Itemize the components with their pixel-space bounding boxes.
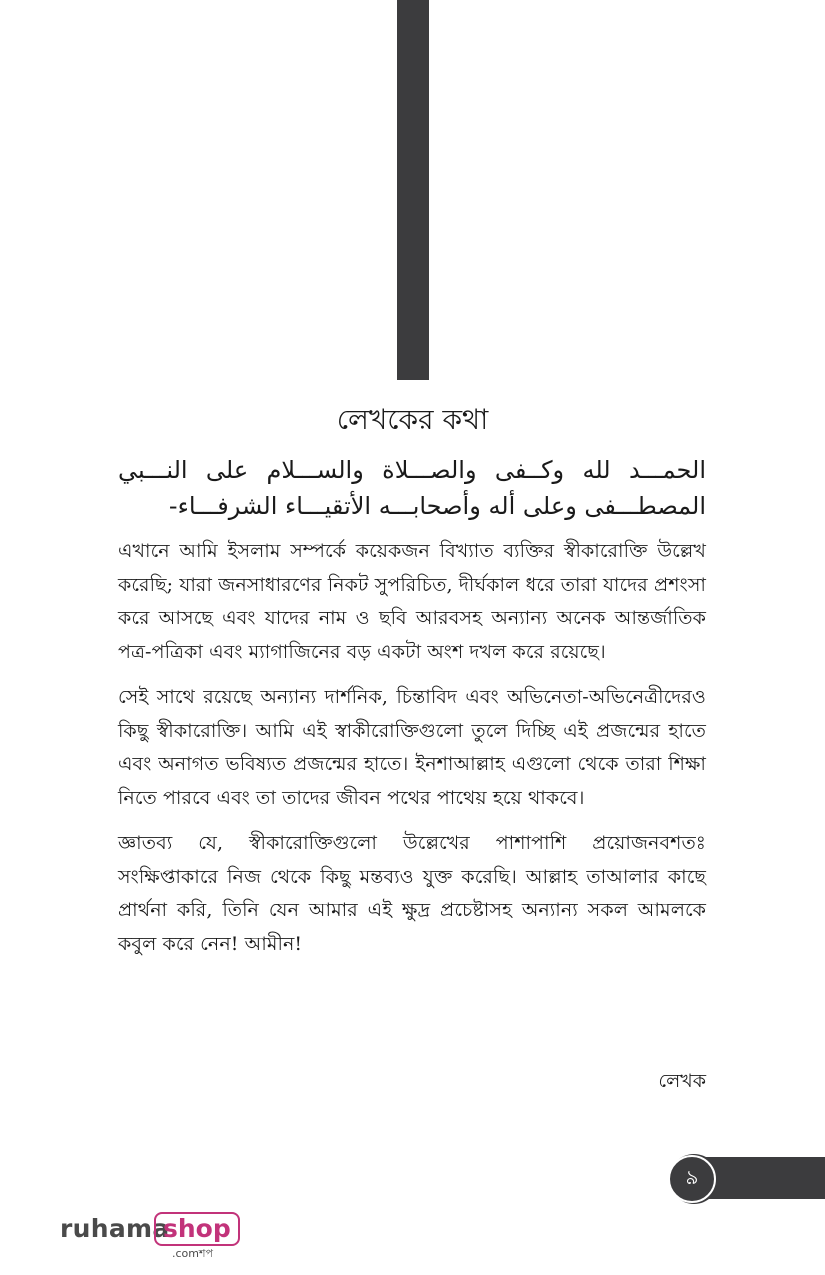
paragraph-3: জ্ঞাতব্য যে, স্বীকারোক্তিগুলো উল্লেখের পাশাপাশি প্রয়োজনবশতঃ সংক্ষিপ্তাকারে নিজ থেকে কিছু মন্তব্যও যুক্ত করেছি। আল্লাহ তাআলার কাছে প্রার্থনা করি, তিনি যেন আমার এই ক্ষুদ্র প্রচেষ্টাসহ অন্যান্য সকল আমলকে কবুল করে নেন! আমীন! bbox=[118, 832, 706, 955]
paragraph-2: সেই সাথে রয়েছে অন্যান্য দার্শনিক, চিন্তাবিদ এবং অভিনেতা-অভিনেত্রীদেরও কিছু স্বীকারোক্তি। আমি এই স্বাকীরোক্তিগুলো তুলে দিচ্ছি এই প্রজন্মের হাতে এবং অনাগত ভবিষ্যত প্রজন্মের হাতে। ইনশাআল্লাহ এগুলো থেকে তারা শিক্ষা নিতে পারবে এবং তা তাদের জীবন পথের পাথেয় হয়ে থাকবে। bbox=[118, 686, 706, 809]
arabic-invocation: الحمـــد لله وكــفى والصـــلاة والســـلام على النـــبي المصطـــفى وعلى أله وأصحابـــه الأتقيـــاء الشرفـــاء- bbox=[118, 456, 706, 520]
page-number: ৯ bbox=[668, 1155, 716, 1203]
body-text bbox=[118, 535, 706, 973]
top-decorative-bar bbox=[397, 0, 429, 380]
page-title: লেখকের কথা bbox=[336, 403, 489, 436]
logo-sub-text: .comশপ bbox=[172, 1247, 213, 1260]
logo-box-text: shop bbox=[154, 1212, 240, 1246]
author-signature: লেখক bbox=[658, 1070, 706, 1092]
paragraph-1: এখানে আমি ইসলাম সম্পর্কে কয়েকজন বিখ্যাত ব্যক্তির স্বীকারোক্তি উল্লেখ করেছি; যারা জনসাধারণের নিকট সুপরিচিত, দীর্ঘকাল ধরে তারা যাদের প্রশংসা করে আসছে এবং যাদের নাম ও ছবি আরবসহ অন্যান্য অনেক আন্তর্জাতিক পত্র-পত্রিকা এবং ম্যাগাজিনের বড় একটা অংশ দখল করে রয়েছে। bbox=[118, 540, 706, 663]
logo-left-text: ruhama bbox=[60, 1214, 170, 1243]
